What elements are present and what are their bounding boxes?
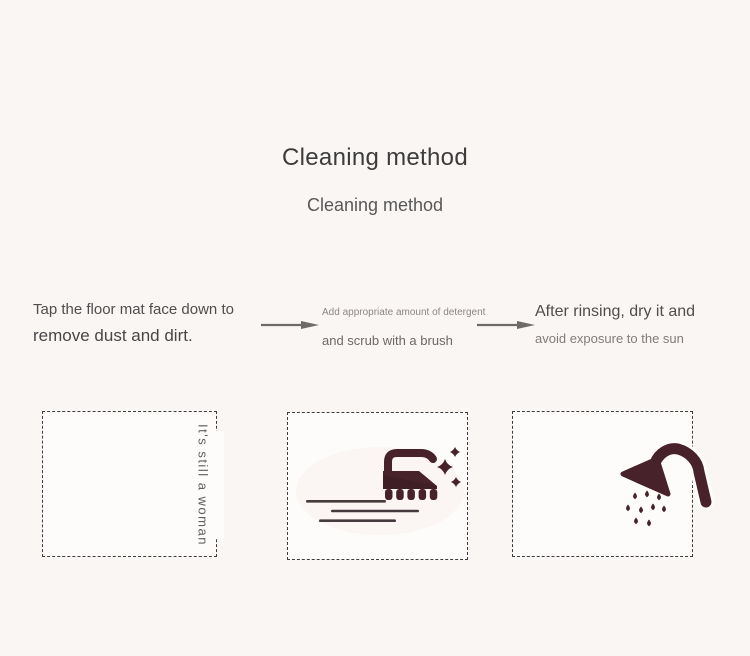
step-3-line-2: avoid exposure to the sun — [535, 331, 684, 346]
panel-scrub-brush — [287, 412, 468, 560]
scrub-brush-icon — [298, 445, 460, 531]
shower-cone — [623, 459, 668, 494]
watermark-strip — [182, 424, 224, 546]
arrow-right-icon — [477, 317, 535, 333]
step-1-text — [33, 301, 234, 346]
step-1-line-1: Tap the floor mat face down to — [33, 301, 234, 318]
watermark-text: It's still a woman — [195, 424, 211, 546]
page-subtitle: Cleaning method — [306, 195, 444, 215]
panel-tap-mat — [42, 411, 217, 557]
step-3-line-1: After rinsing, dry it and — [535, 303, 696, 320]
arrow-right-icon — [261, 317, 319, 333]
panel-shower-rinse — [512, 411, 693, 557]
page-title: Cleaning method — [282, 144, 468, 171]
step-3-text — [535, 303, 695, 346]
step-2-line-1: Add appropriate amount of detergent — [322, 307, 486, 318]
step-1-line-2: remove dust and dirt. — [33, 326, 193, 345]
step-2-text — [322, 307, 485, 348]
water-drops-icon — [626, 491, 666, 527]
shower-head-icon — [615, 445, 727, 540]
step-2-line-2: and scrub with a brush — [322, 333, 453, 348]
